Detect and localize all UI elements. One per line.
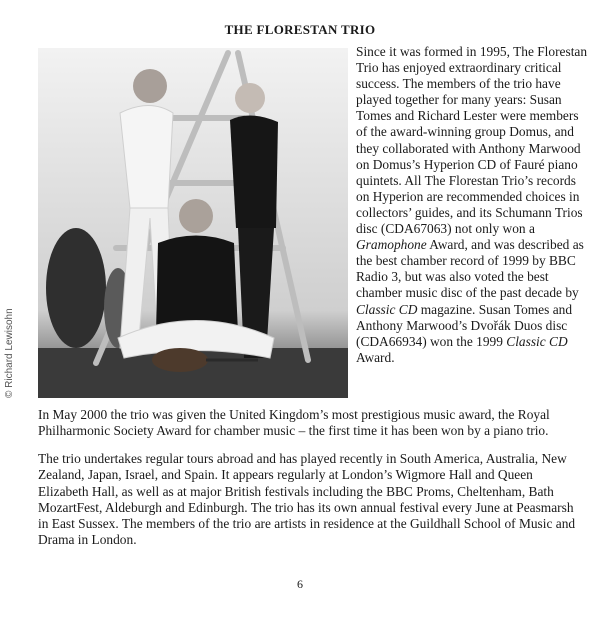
tours-paragraph: The trio undertakes regular tours abroad and has played recently in South America, Australia, New Zealand, Japan, Israel, and Spain. It appears regularly at London’s Wigmore Hall and Queen Elizabeth Hall, as well as at major British festivals including the BBC Proms, Cheltenham, Bath MozartFest, Aldeburgh and Edinburgh. The trio has its own annual festival every June at Peasmarsh in East Sussex. The members of the trio are artists in residence at the Guildhall School of Music and Drama in London. (38, 451, 576, 548)
intro-paragraph (356, 44, 588, 366)
intro-text-4: Award. (356, 349, 395, 365)
intro-text-3: magazine. Susan Tomes and Anthony Marwood’s Dvořák Duos disc (CDA66934) won the 1999 (356, 301, 573, 349)
trio-photo-illustration (38, 48, 348, 398)
classic-cd-italic-2: Classic CD (506, 333, 568, 349)
page-number: 6 (297, 577, 303, 591)
award-paragraph: In May 2000 the trio was given the United Kingdom’s most prestigious music award, the Royal Philharmonic Society Award for chamber music – the first time it has been won by a piano trio. (38, 407, 550, 439)
photo-credit: © Richard Lewisohn (4, 308, 15, 398)
classic-cd-italic-1: Classic CD (356, 301, 418, 317)
page-title: THE FLORESTAN TRIO (224, 22, 376, 37)
trio-photo (38, 48, 348, 398)
intro-text-1: Since it was formed in 1995, The Florestan Trio has enjoyed extraordinary critical success. The members of the trio have played together for many years: Susan Tomes and Richard Lester were members of the award-winning group Domus, and they collaborated with Anthony Marwood on Domus’s Hyperion CD of Fauré piano quintets. All The Florestan Trio’s records on Hyperion are recommended choices in collectors’ guides, and its Schumann Trios disc (CDA67063) not only won a (356, 44, 588, 237)
intro-text-2: Award, and was described as the best chamber record of 1999 by BBC Radio 3, but was also voted the best chamber music disc of the past decade by (356, 237, 584, 301)
gramophone-italic: Gramophone (356, 237, 427, 253)
